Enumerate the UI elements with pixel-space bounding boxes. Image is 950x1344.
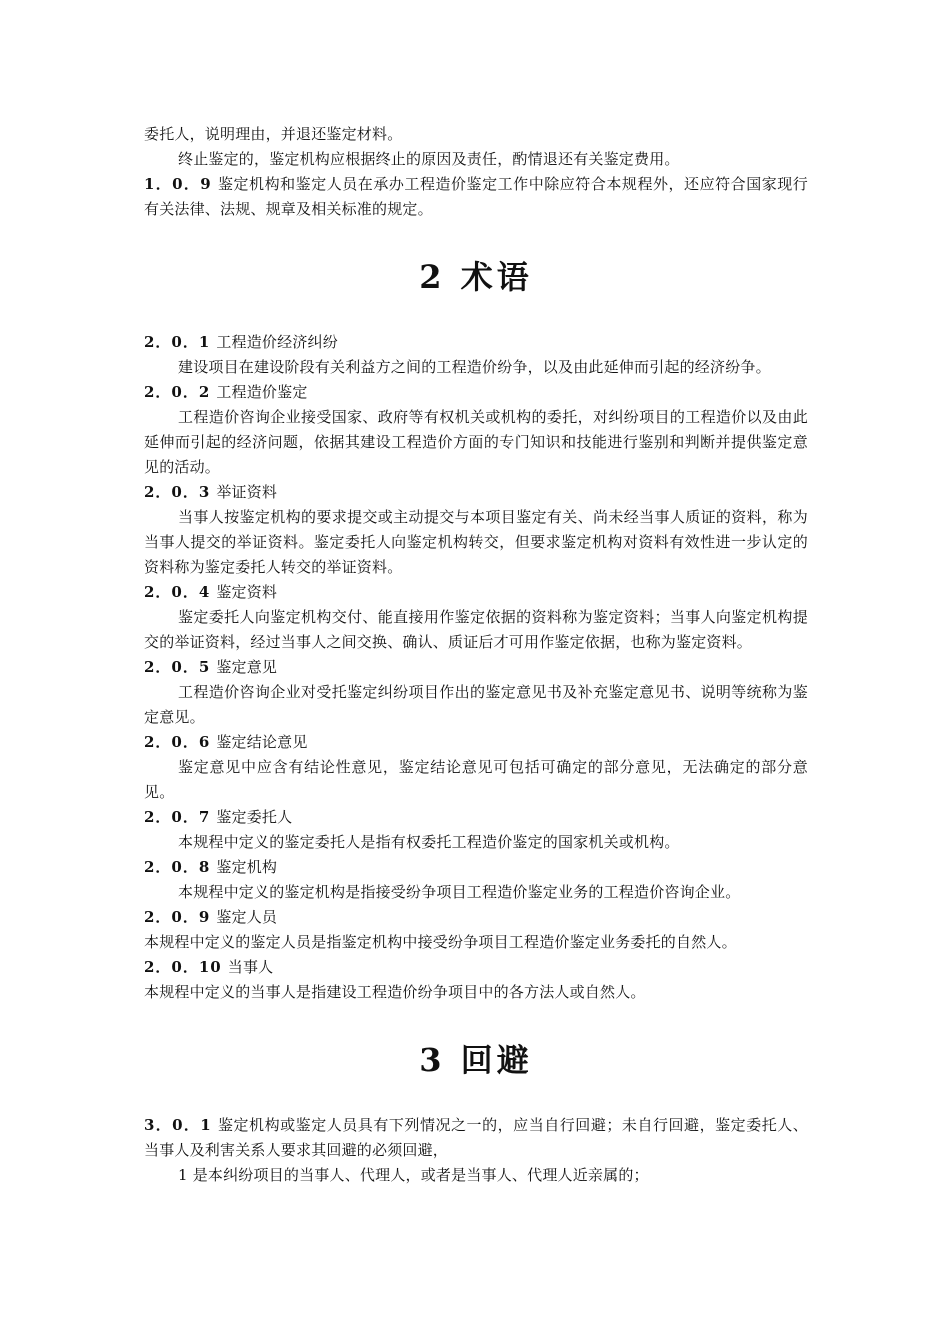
term-heading xyxy=(144,805,808,830)
clause-text: 鉴定机构或鉴定人员具有下列情况之一的，应当自行回避；未自行回避，鉴定委托人、当事人及利害关系人要求其回避的必须回避， xyxy=(144,1116,808,1159)
term-heading xyxy=(144,955,808,980)
term-definition: 鉴定意见中应含有结论性意见，鉴定结论意见可包括可确定的部分意见，无法确定的部分意见。 xyxy=(144,758,808,801)
term-name: 鉴定结论意见 xyxy=(216,733,308,751)
term-number: 2．0．7 xyxy=(144,808,211,826)
term-number: 2．0．9 xyxy=(144,908,211,926)
term-definition: 本规程中定义的鉴定机构是指接受纷争项目工程造价鉴定业务的工程造价咨询企业。 xyxy=(178,883,741,901)
clause-number: 1．0．9 xyxy=(144,175,212,193)
term-definition: 当事人按鉴定机构的要求提交或主动提交与本项目鉴定有关、尚未经当事人质证的资料，称为当事人提交的举证资料。鉴定委托人向鉴定机构转交，但要求鉴定机构对资料有效性进一步认定的资料称为鉴定委托人转交的举证资料。 xyxy=(144,508,808,576)
chapter-3-title: 3 回避 xyxy=(419,1041,533,1079)
term-name: 工程造价经济纠纷 xyxy=(216,333,338,351)
term-heading xyxy=(144,905,808,930)
chapter-3-body xyxy=(144,1113,808,1188)
term-number: 2．0．5 xyxy=(144,658,211,676)
term-heading xyxy=(144,330,808,355)
term-heading xyxy=(144,655,808,680)
chapter-2-title: 2 术语 xyxy=(419,258,533,296)
page-content xyxy=(144,122,808,1188)
term-heading xyxy=(144,730,808,755)
term-name: 当事人 xyxy=(227,958,274,976)
term-name: 鉴定委托人 xyxy=(216,808,293,826)
intro-line-1: 委托人，说明理由，并退还鉴定材料。 xyxy=(144,125,403,143)
term-definition: 本规程中定义的鉴定委托人是指有权委托工程造价鉴定的国家机关或机构。 xyxy=(178,833,680,851)
term-name: 鉴定资料 xyxy=(216,583,278,601)
clause-3-0-1 xyxy=(144,1113,808,1163)
term-definition: 工程造价咨询企业接受国家、政府等有权机关或机构的委托，对纠纷项目的工程造价以及由此延伸而引起的经济问题，依据其建设工程造价方面的专门知识和技能进行鉴别和判断并提供鉴定意见的活动。 xyxy=(144,408,808,476)
intro-line-2: 终止鉴定的，鉴定机构应根据终止的原因及责任，酌情退还有关鉴定费用。 xyxy=(178,150,680,168)
term-name: 鉴定意见 xyxy=(216,658,278,676)
term-definition: 鉴定委托人向鉴定机构交付、能直接用作鉴定依据的资料称为鉴定资料；当事人向鉴定机构提交的举证资料，经过当事人之间交换、确认、质证后才可用作鉴定依据，也称为鉴定资料。 xyxy=(144,608,808,651)
term-name: 工程造价鉴定 xyxy=(216,383,308,401)
term-name: 鉴定机构 xyxy=(216,858,278,876)
term-definition: 本规程中定义的当事人是指建设工程造价纷争项目中的各方法人或自然人。 xyxy=(144,983,646,1001)
clause-text: 鉴定机构和鉴定人员在承办工程造价鉴定工作中除应符合本规程外，还应符合国家现行有关法律、法规、规章及相关标准的规定。 xyxy=(144,175,808,218)
clause-number: 3．0．1 xyxy=(144,1116,212,1134)
term-number: 2．0．4 xyxy=(144,583,211,601)
term-number: 2．0．6 xyxy=(144,733,211,751)
term-name: 举证资料 xyxy=(216,483,278,501)
term-number: 2．0．8 xyxy=(144,858,211,876)
term-heading xyxy=(144,480,808,505)
term-definition: 工程造价咨询企业对受托鉴定纠纷项目作出的鉴定意见书及补充鉴定意见书、说明等统称为鉴定意见。 xyxy=(144,683,808,726)
term-definition: 建设项目在建设阶段有关利益方之间的工程造价纷争，以及由此延伸而引起的经济纷争。 xyxy=(178,358,771,376)
term-number: 2．0．1 xyxy=(144,333,211,351)
term-definition: 本规程中定义的鉴定人员是指鉴定机构中接受纷争项目工程造价鉴定业务委托的自然人。 xyxy=(144,933,737,951)
term-heading xyxy=(144,855,808,880)
chapter-2-body xyxy=(144,330,808,1005)
term-number: 2．0．10 xyxy=(144,958,222,976)
clause-1-0-9 xyxy=(144,172,808,222)
term-name: 鉴定人员 xyxy=(216,908,278,926)
term-number: 2．0．3 xyxy=(144,483,211,501)
term-number: 2．0．2 xyxy=(144,383,211,401)
term-heading xyxy=(144,380,808,405)
clause-subitem-1: 1 是本纠纷项目的当事人、代理人，或者是当事人、代理人近亲属的； xyxy=(178,1166,649,1184)
term-heading xyxy=(144,580,808,605)
